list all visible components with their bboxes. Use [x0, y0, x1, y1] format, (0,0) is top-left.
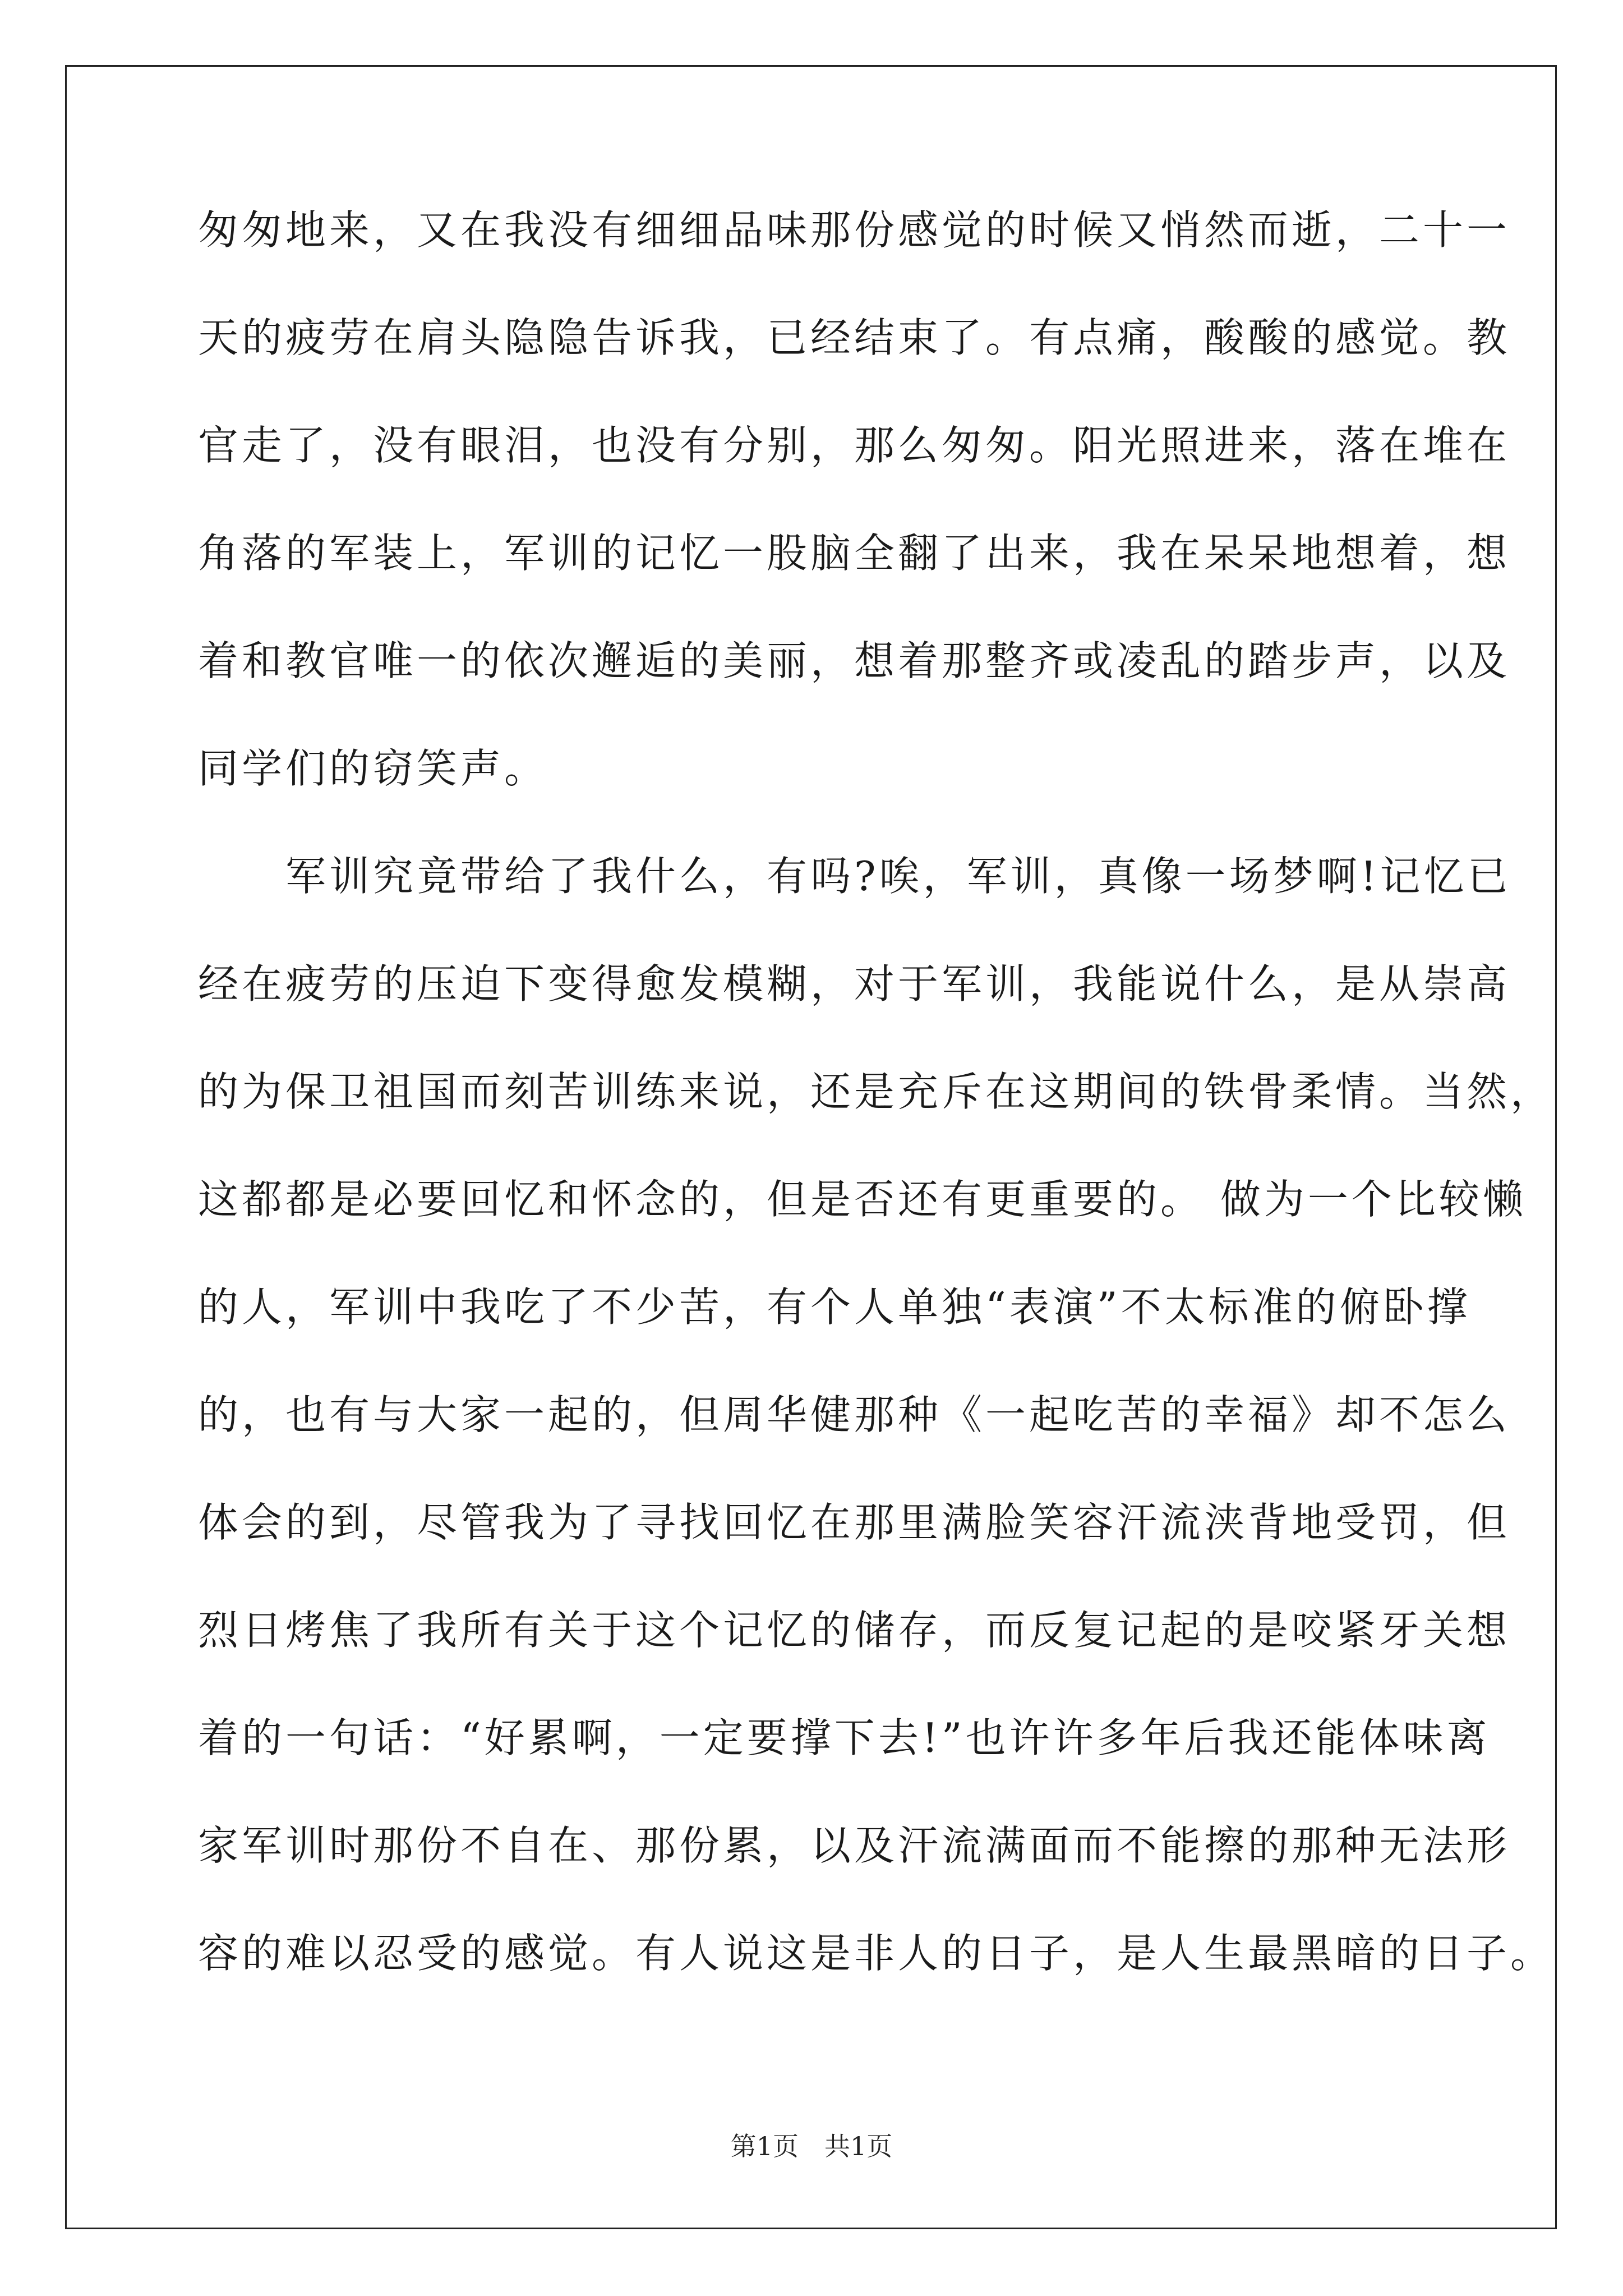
document-body	[198, 202, 1555, 2033]
text-line-16: 家军训时那份不自在、那份累，以及汗流满面而不能擦的那种无法形	[198, 1822, 1511, 1869]
text-line-14: 烈日烤焦了我所有关于这个记忆的储存，而反复记起的是咬紧牙关想	[198, 1607, 1511, 1654]
text-line-8: 经在疲劳的压迫下变得愈发模糊，对于军训，我能说什么，是从崇高	[198, 960, 1511, 1007]
text-line-3: 官走了，没有眼泪，也没有分别，那么匆匆。阳光照进来，落在堆在	[198, 422, 1511, 469]
text-line-1: 匆匆地来，又在我没有细细品味那份感觉的时候又悄然而逝，二十一	[198, 206, 1511, 254]
text-line-10: 这都都是必要回忆和怀念的，但是否还有更重要的。 做为一个比较懒	[198, 1176, 1527, 1223]
text-line-9: 的为保卫祖国而刻苦训练来说，还是充斥在这期间的铁骨柔情。当然，	[198, 1068, 1555, 1115]
text-line-13: 体会的到，尽管我为了寻找回忆在那里满脸笑容汗流浃背地受罚，但	[198, 1499, 1511, 1546]
text-line-12: 的，也有与大家一起的，但周华健那种《一起吃苦的幸福》却不怎么	[198, 1391, 1511, 1438]
text-line-2: 天的疲劳在肩头隐隐告诉我，已经结束了。有点痛，酸酸的感觉。教	[198, 314, 1511, 361]
text-line-5: 着和教官唯一的依次邂逅的美丽，想着那整齐或凌乱的踏步声，以及	[198, 637, 1511, 684]
text-line-4: 角落的军装上，军训的记忆一股脑全翻了出来，我在呆呆地想着，想	[198, 530, 1511, 577]
text-line-7: 军训究竟带给了我什么，有吗?唉，军训，真像一场梦啊!记忆已	[198, 853, 1511, 900]
page-number-footer: 第1页 共1页	[730, 2131, 893, 2161]
text-line-17: 容的难以忍受的感觉。有人说这是非人的日子，是人生最黑暗的日子。	[198, 1930, 1555, 1977]
text-line-11: 的人，军训中我吃了不少苦，有个人单独“表演”不太标准的俯卧撑	[198, 1283, 1471, 1331]
text-line-15: 着的一句话：“好累啊，一定要撑下去!”也许许多年后我还能体味离	[198, 1714, 1491, 1761]
text-line-6: 同学们的窃笑声。	[198, 745, 548, 792]
